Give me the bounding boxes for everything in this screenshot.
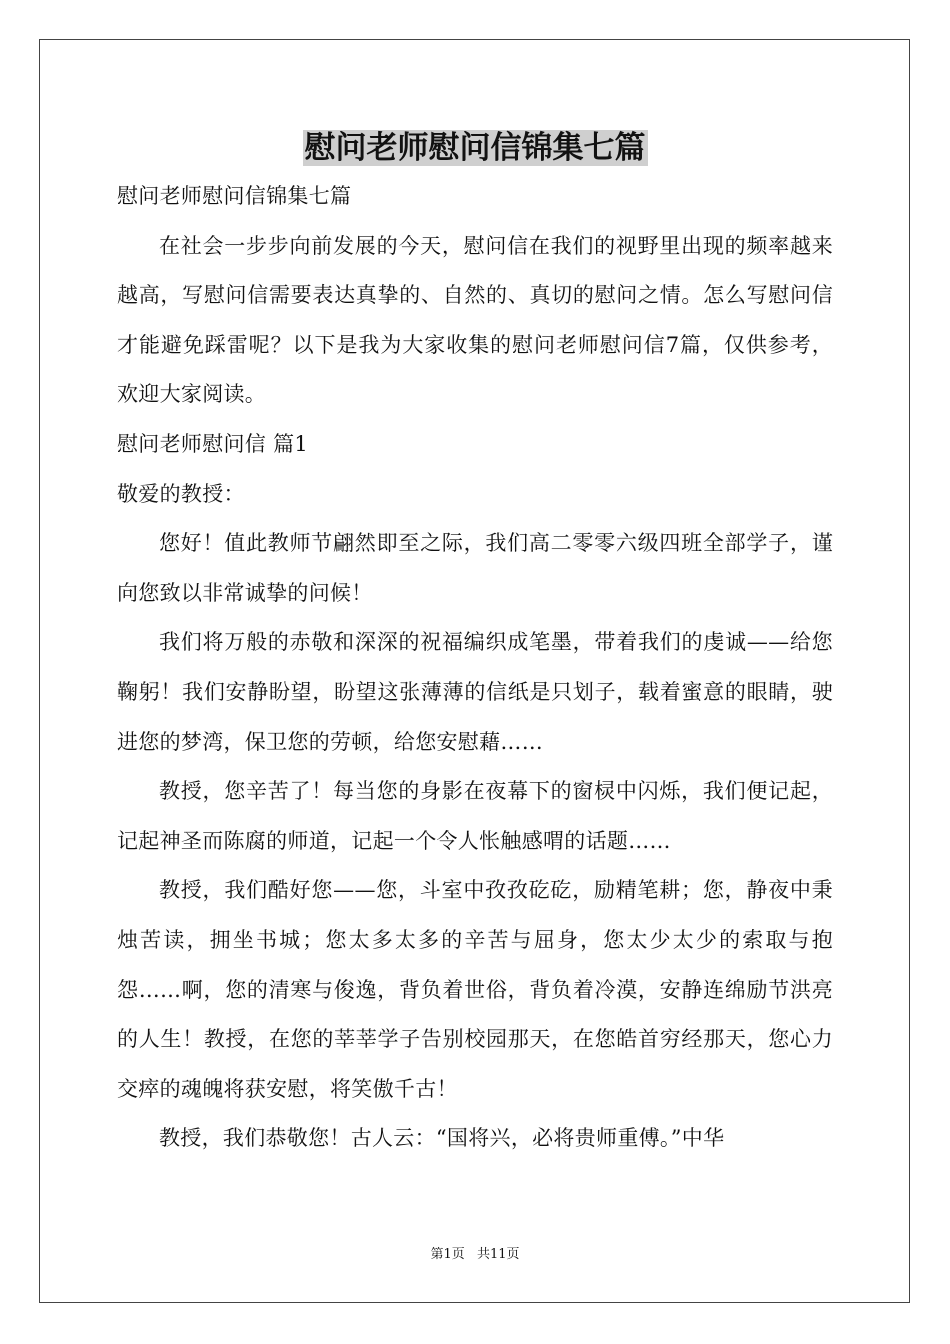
page-footer xyxy=(0,1246,950,1264)
document-body xyxy=(117,172,833,1164)
paragraph-section-heading: 慰问老师慰问信 篇1 xyxy=(117,431,309,456)
paragraph-salutation: 敬爱的教授： xyxy=(117,481,245,506)
paragraph-greeting: 您好！值此教师节翩然即至之际，我们高二零零六级四班全部学子，谨向您致以非常诚挚的问候！ xyxy=(117,531,833,605)
paragraph-subtitle: 慰问老师慰问信锦集七篇 xyxy=(117,184,352,208)
page-total: 共11页 xyxy=(476,1247,520,1262)
page-number: 第1页 xyxy=(430,1247,465,1262)
document-title xyxy=(0,124,950,172)
paragraph-body: 我们将万般的赤敬和深深的祝福编织成笔墨，带着我们的虔诚——给您鞠躬！我们安静盼望，盼望这张薄薄的信纸是只划子，载着蜜意的眼睛，驶进您的梦湾，保卫您的劳顿，给您安慰藉…… xyxy=(117,630,833,754)
document-title-text: 慰问老师慰问信锦集七篇 xyxy=(304,130,646,166)
paragraph-body: 教授，我们酷好您——您，斗室中孜孜矻矻，励精笔耕；您，静夜中秉烛苦读，拥坐书城；您太多太多的辛苦与屈身，您太少太少的索取与抱怨……啊，您的清寒与俊逸，背负着世俗，背负着冷漠，安静连绵励节洪亮的人生！教授，在您的莘莘学子告别校园那天，在您皓首穷经那天，您心力交瘁的魂魄将获安慰，将笑傲千古！ xyxy=(117,878,833,1101)
paragraph-body: 教授，我们恭敬您！古人云：“国将兴，必将贵师重傅。”中华 xyxy=(159,1126,725,1151)
paragraph-intro: 在社会一步步向前发展的今天，慰问信在我们的视野里出现的频率越来越高，写慰问信需要表达真挚的、自然的、真切的慰问之情。怎么写慰问信才能避免踩雷呢？以下是我为大家收集的慰问老师慰问信7篇，仅供参考，欢迎大家阅读。 xyxy=(117,233,833,407)
paragraph-body: 教授，您辛苦了！每当您的身影在夜幕下的窗棂中闪烁，我们便记起，记起神圣而陈腐的师道，记起一个令人怅触感喟的话题…… xyxy=(117,779,833,853)
